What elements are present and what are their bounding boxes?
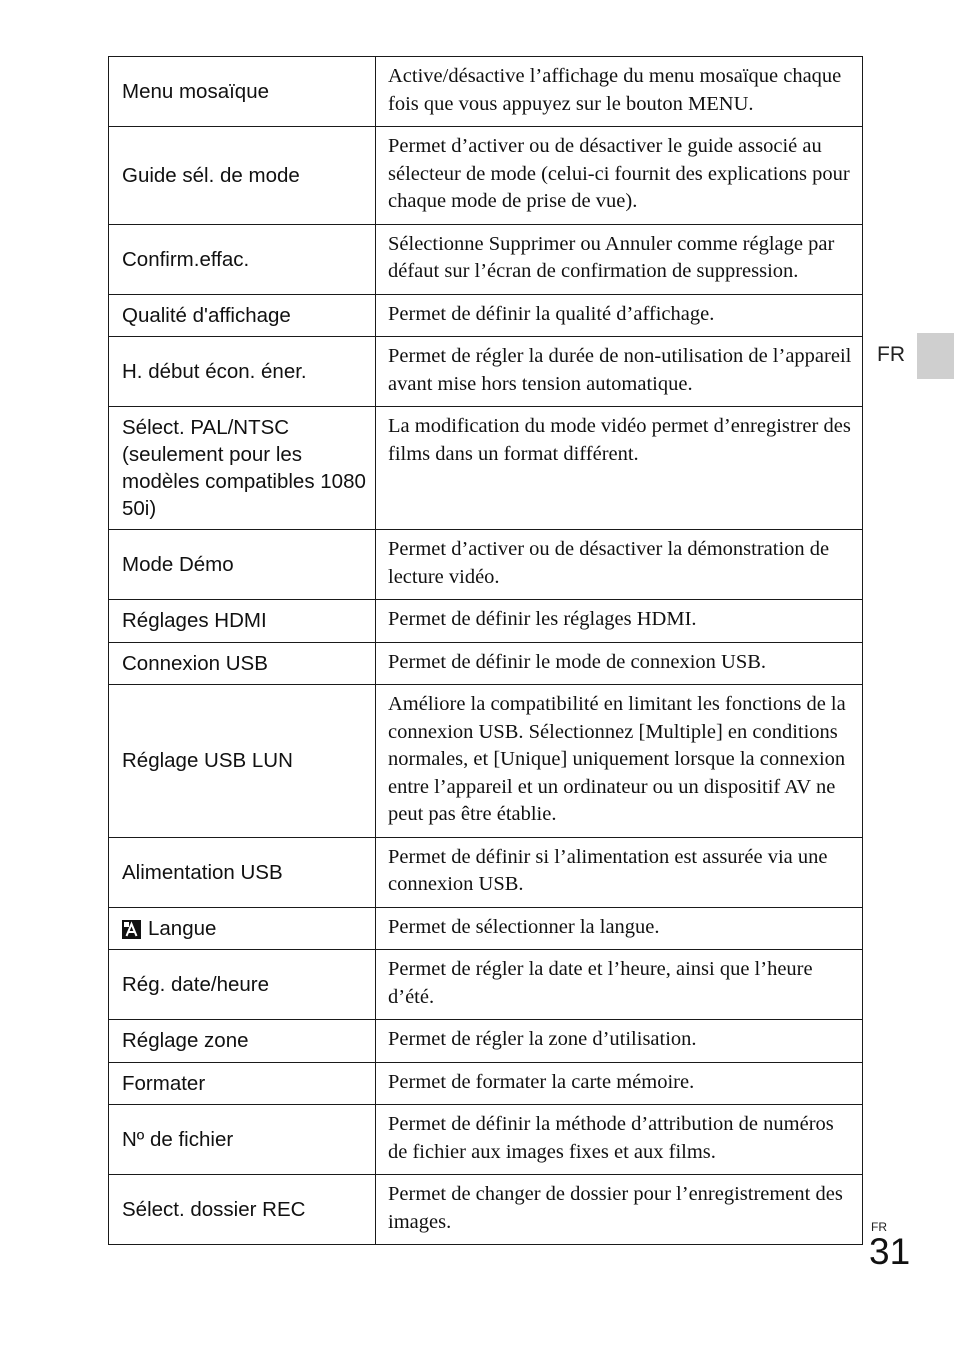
setting-desc-cell xyxy=(376,642,863,685)
table-row xyxy=(109,57,863,127)
setting-description: Permet de définir le mode de connexion USB. xyxy=(388,650,767,673)
table-row xyxy=(109,1175,863,1245)
setting-name: Sélect. dossier REC xyxy=(122,1198,306,1221)
table-row xyxy=(109,1105,863,1175)
setting-name: Sélect. PAL/NTSC (seulement pour les modèles compatibles 1080 50i) xyxy=(122,416,366,520)
language-icon xyxy=(122,919,141,938)
table-row xyxy=(109,950,863,1020)
setting-name: Confirm.effac. xyxy=(122,247,250,271)
table-row xyxy=(109,685,863,838)
page-number: 31 xyxy=(869,1231,911,1272)
setting-name-cell xyxy=(109,127,376,225)
setting-name: Rég. date/heure xyxy=(122,973,270,996)
setting-desc-cell xyxy=(376,685,863,838)
table-row xyxy=(109,337,863,407)
setting-description: Permet de régler la zone d’utilisation. xyxy=(388,1028,697,1050)
table-row xyxy=(109,224,863,294)
side-tab-label: FR xyxy=(877,343,905,366)
setting-desc-cell xyxy=(376,127,863,225)
setting-name-cell xyxy=(109,1020,376,1063)
setting-name: Mode Démo xyxy=(122,553,234,576)
table-row xyxy=(109,530,863,600)
setting-description: Améliore la compatibilité en limitant les fonctions de la connexion USB. Sélectionnez [Multiple] en conditions normales, et [Unique] uniquement lorsque la connexion entre l’appareil et un ordinateur ou un dispositif AV ne peut pas être établie. xyxy=(388,693,846,825)
setting-name-cell xyxy=(109,294,376,337)
setting-name-cell xyxy=(109,1105,376,1175)
settings-table-body xyxy=(109,57,863,1245)
setting-desc-cell xyxy=(376,600,863,643)
setting-name: Réglages HDMI xyxy=(122,609,267,633)
setting-name-cell xyxy=(109,530,376,600)
setting-name-with-icon xyxy=(122,915,367,942)
setting-name-cell xyxy=(109,337,376,407)
setting-description: Permet de formater la carte mémoire. xyxy=(388,1070,695,1093)
setting-description: Permet de changer de dossier pour l’enregistrement des images. xyxy=(388,1183,843,1233)
setting-name: Qualité d'affichage xyxy=(122,303,291,327)
setting-desc-cell xyxy=(376,530,863,600)
table-row xyxy=(109,407,863,530)
setting-description: Permet de définir si l’alimentation est assurée via une connexion USB. xyxy=(388,845,828,895)
table-row xyxy=(109,1020,863,1063)
setting-desc-cell xyxy=(376,1062,863,1105)
setting-name-cell xyxy=(109,642,376,685)
setting-description: Permet d’activer ou de désactiver le guide associé au sélecteur de mode (celui-ci fournit des explications pour chaque mode de prise de vue). xyxy=(388,135,850,212)
setting-name-cell xyxy=(109,224,376,294)
setting-description: Permet de définir les réglages HDMI. xyxy=(388,608,697,630)
setting-name-cell xyxy=(109,407,376,530)
setting-description: Permet de régler la durée de non-utilisation de l’appareil avant mise hors tension automatique. xyxy=(388,345,852,395)
setting-name-cell xyxy=(109,685,376,838)
setting-description: La modification du mode vidéo permet d’enregistrer des films dans un format différent. xyxy=(388,415,851,465)
setting-name-cell xyxy=(109,600,376,643)
setting-desc-cell xyxy=(376,57,863,127)
setting-name: Alimentation USB xyxy=(122,860,283,884)
language-side-tab xyxy=(917,333,954,379)
table-row xyxy=(109,600,863,643)
table-row xyxy=(109,837,863,907)
setting-name: Connexion USB xyxy=(122,651,268,675)
setting-name: Réglage zone xyxy=(122,1029,249,1053)
setting-description: Sélectionne Supprimer ou Annuler comme réglage par défaut sur l’écran de confirmation de suppression. xyxy=(388,232,835,282)
setting-name: Guide sél. de mode xyxy=(122,163,300,187)
setting-description: Permet de définir la qualité d’affichage. xyxy=(388,302,715,325)
setting-desc-cell xyxy=(376,337,863,407)
setting-desc-cell xyxy=(376,837,863,907)
table-row xyxy=(109,294,863,337)
setting-desc-cell xyxy=(376,1020,863,1063)
setting-description: Active/désactive l’affichage du menu mosaïque chaque fois que vous appuyez sur le bouton MENU. xyxy=(388,65,842,115)
settings-table xyxy=(108,56,863,1245)
table-row xyxy=(109,642,863,685)
setting-name-cell xyxy=(109,907,376,950)
setting-description: Permet de régler la date et l’heure, ainsi que l’heure d’été. xyxy=(388,958,813,1008)
setting-desc-cell xyxy=(376,294,863,337)
setting-name-cell xyxy=(109,837,376,907)
setting-desc-cell xyxy=(376,407,863,530)
setting-name-cell xyxy=(109,1175,376,1245)
setting-description: Permet de sélectionner la langue. xyxy=(388,915,660,938)
setting-name-cell xyxy=(109,1062,376,1105)
setting-desc-cell xyxy=(376,1175,863,1245)
setting-name-cell xyxy=(109,950,376,1020)
footer-language-label: FR xyxy=(871,1220,887,1234)
setting-desc-cell xyxy=(376,950,863,1020)
setting-name-cell xyxy=(109,57,376,127)
table-row xyxy=(109,127,863,225)
setting-name: Nº de fichier xyxy=(122,1128,234,1151)
setting-desc-cell xyxy=(376,1105,863,1175)
setting-description: Permet d’activer ou de désactiver la démonstration de lecture vidéo. xyxy=(388,538,830,588)
setting-name: Menu mosaïque xyxy=(122,80,270,103)
setting-name: Formater xyxy=(122,1071,206,1095)
setting-desc-cell xyxy=(376,224,863,294)
setting-name: Réglage USB LUN xyxy=(122,749,293,773)
setting-name: H. début écon. éner. xyxy=(122,360,307,383)
setting-desc-cell xyxy=(376,907,863,950)
table-row xyxy=(109,907,863,950)
setting-name: Langue xyxy=(148,916,217,940)
table-row xyxy=(109,1062,863,1105)
setting-description: Permet de définir la méthode d’attribution de numéros de fichier aux images fixes et aux films. xyxy=(388,1113,834,1163)
